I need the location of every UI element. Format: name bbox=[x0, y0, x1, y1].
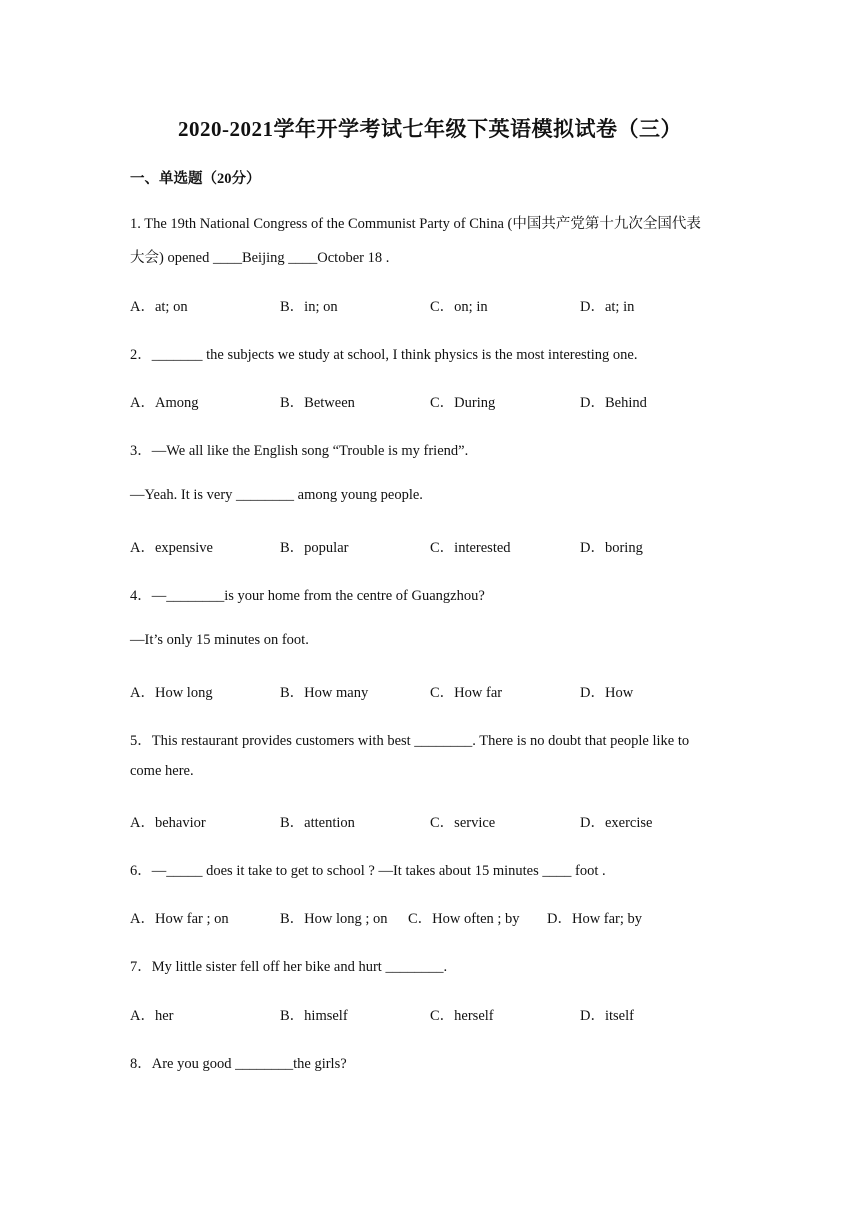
question-8-line-1: 8．Are you good ________the girls? bbox=[130, 1056, 347, 1072]
question-4-line-1: 4．—________is your home from the centre of Guangzhou? bbox=[130, 588, 485, 604]
question-2-option-a: A．Among bbox=[130, 395, 199, 411]
question-3-option-d: D．boring bbox=[580, 540, 643, 556]
question-7-option-c: C．herself bbox=[430, 1008, 494, 1024]
question-3-option-a: A．expensive bbox=[130, 540, 213, 556]
question-3-line-1: 3．—We all like the English song “Trouble is my friend”. bbox=[130, 443, 469, 459]
question-6-option-d: D．How far; by bbox=[547, 911, 643, 927]
question-5-option-c: C．service bbox=[430, 815, 496, 831]
question-4-option-c: C．How far bbox=[430, 685, 503, 701]
question-5-option-d: D．exercise bbox=[580, 815, 653, 831]
question-3-option-b: B．popular bbox=[280, 540, 349, 556]
question-1-line-2: 大会) opened ____Beijing ____October 18 . bbox=[130, 250, 390, 266]
question-7-option-b: B．himself bbox=[280, 1008, 348, 1024]
question-2-line-1: 2．_______ the subjects we study at school, I think physics is the most interesting one. bbox=[130, 347, 638, 363]
question-6-option-b: B．How long ; on bbox=[280, 911, 388, 927]
question-1-option-d: D．at; in bbox=[580, 299, 635, 315]
question-5-line-1: 5．This restaurant provides customers with best ________. There is no doubt that people like to bbox=[130, 733, 690, 749]
section-heading: 一、单选题（20分） bbox=[130, 171, 261, 187]
question-6-line-1: 6．—_____ does it take to get to school ? —It takes about 15 minutes ____ foot . bbox=[130, 863, 606, 879]
question-7-option-a: A．her bbox=[130, 1008, 174, 1024]
question-4-option-a: A．How long bbox=[130, 685, 213, 701]
question-2-option-d: D．Behind bbox=[580, 395, 647, 411]
question-6-option-a: A．How far ; on bbox=[130, 911, 229, 927]
question-3-line-2: —Yeah. It is very ________ among young people. bbox=[130, 487, 423, 503]
question-7-line-1: 7．My little sister fell off her bike and hurt ________. bbox=[130, 959, 448, 975]
question-5-option-b: B．attention bbox=[280, 815, 355, 831]
question-7-option-d: D．itself bbox=[580, 1008, 634, 1024]
question-3-option-c: C．interested bbox=[430, 540, 511, 556]
question-4-option-b: B．How many bbox=[280, 685, 369, 701]
question-2-option-c: C．During bbox=[430, 395, 496, 411]
page-title: 2020-2021学年开学考试七年级下英语模拟试卷（三） bbox=[178, 117, 682, 141]
question-6-option-c: C．How often ; by bbox=[408, 911, 520, 927]
question-5-option-a: A．behavior bbox=[130, 815, 206, 831]
question-5-line-2: come here. bbox=[130, 763, 194, 779]
question-1-option-b: B．in; on bbox=[280, 299, 338, 315]
question-4-line-2: —It’s only 15 minutes on foot. bbox=[130, 632, 309, 648]
question-1-line-1: 1. The 19th National Congress of the Communist Party of China (中国共产党第十九次全国代表 bbox=[130, 216, 701, 232]
question-4-option-d: D．How bbox=[580, 685, 634, 701]
question-1-option-c: C．on; in bbox=[430, 299, 488, 315]
question-2-option-b: B．Between bbox=[280, 395, 355, 411]
question-1-option-a: A．at; on bbox=[130, 299, 188, 315]
